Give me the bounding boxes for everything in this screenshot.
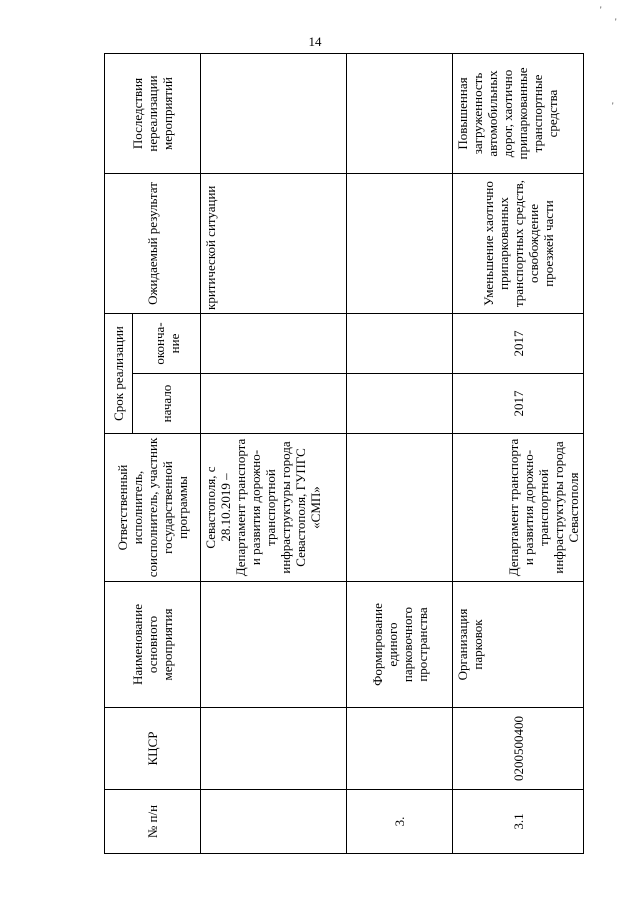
cell-executor: Департамент транспорта и развития дорожно-транспортной инфраструктуры города Севастополя [453, 434, 584, 582]
header-end: оконча-ние [133, 314, 201, 374]
cell-consequences: Повышенная загруженность автомобильных дорог, хаотично припаркованные транспортные средства [453, 54, 584, 174]
cell-end [201, 314, 347, 374]
cell-name [201, 582, 347, 708]
cell-kcsr [347, 708, 453, 790]
rotated-table-container [104, 54, 584, 854]
header-result: Ожидаемый результат [105, 174, 201, 314]
header-kcsr: КЦСР [105, 708, 201, 790]
cell-start [201, 374, 347, 434]
header-executor: Ответственный исполнитель, соисполнитель, участник государственной программы [105, 434, 201, 582]
cell-name: Формирование единого парковочного пространства [347, 582, 453, 708]
cell-kcsr: 0200500400 [453, 708, 584, 790]
cell-end [347, 314, 453, 374]
header-term: Срок реализации [105, 314, 133, 434]
corner-mark: ' [600, 5, 602, 15]
cell-start: 2017 [453, 374, 584, 434]
corner-mark: ' [615, 17, 617, 27]
header-consequences: Последствия нереализации мероприятий [105, 54, 201, 174]
cell-consequences [347, 54, 453, 174]
cell-result [347, 174, 453, 314]
table-row [347, 54, 453, 854]
cell-num: 3.1 [453, 790, 584, 854]
header-row [105, 54, 133, 854]
header-num: № п/н [105, 790, 201, 854]
corner-mark: ' [612, 101, 614, 111]
cell-end: 2017 [453, 314, 584, 374]
cell-num: 3. [347, 790, 453, 854]
cell-executor: Севастополя, с 28.10.2019 – Департамент транспорта и развития дорожно-транспортной инфраструктуры города Севастополя, ГУПГС «СМП» [201, 434, 347, 582]
cell-result: критической ситуации [201, 174, 347, 314]
cell-consequences [201, 54, 347, 174]
activities-table [104, 53, 584, 854]
cell-num [201, 790, 347, 854]
header-start: начало [133, 374, 201, 434]
page-number: 14 [308, 34, 322, 49]
cell-result: Уменьшение хаотично припаркованных транспортных средств, освобождение проезжей части [453, 174, 584, 314]
cell-name: Организация парковок [453, 582, 584, 708]
table-row [201, 54, 347, 854]
cell-start [347, 374, 453, 434]
cell-kcsr [201, 708, 347, 790]
table-row [453, 54, 584, 854]
header-name: Наименование основного мероприятия [105, 582, 201, 708]
cell-executor [347, 434, 453, 582]
